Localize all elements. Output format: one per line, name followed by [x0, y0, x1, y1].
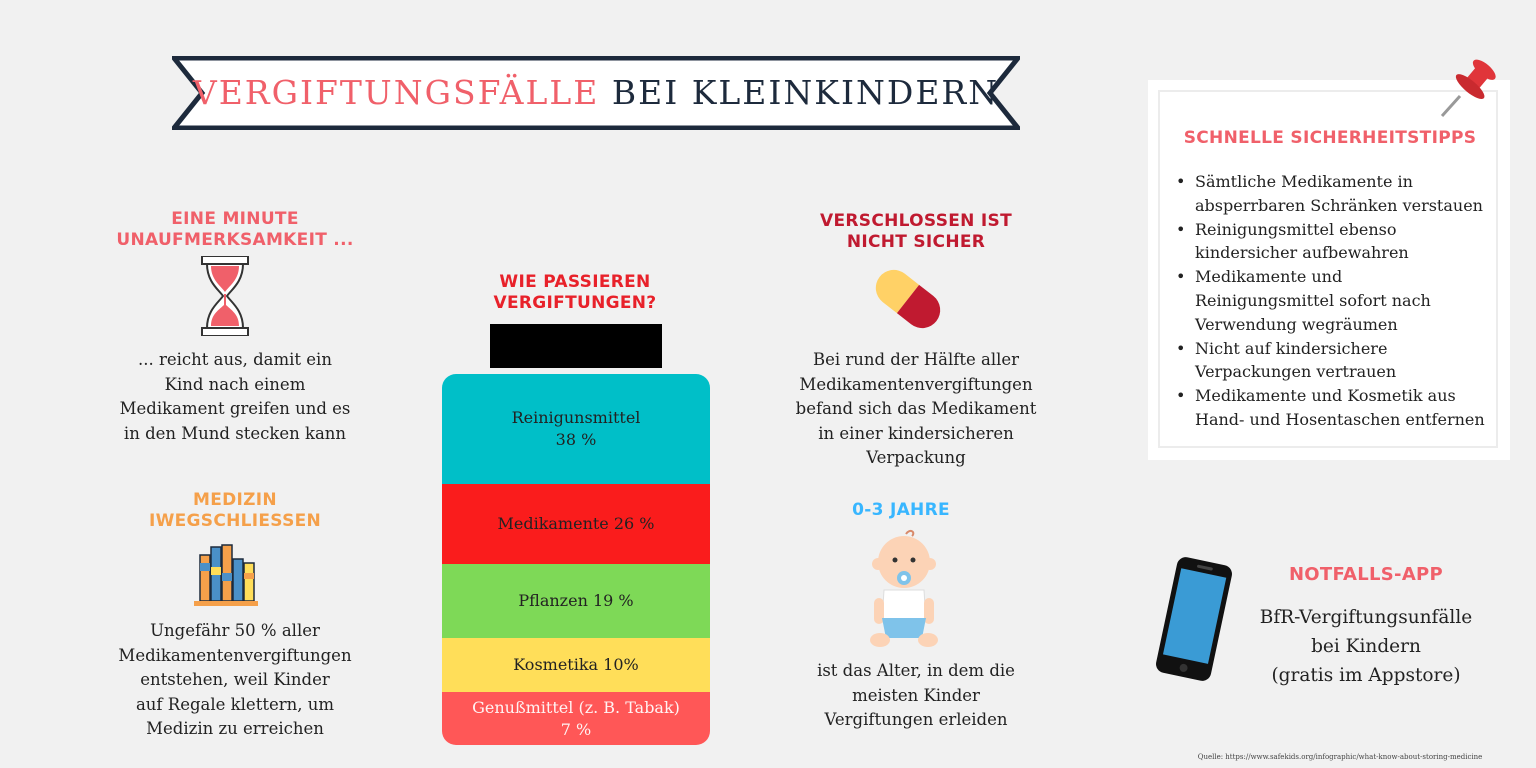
medizin-text-line: entstehen, weil Kinder	[140, 670, 330, 689]
tip-line: absperrbaren Schränken verstauen	[1195, 195, 1483, 215]
tip-line: Sämtliche Medikamente in	[1195, 172, 1413, 191]
tips-list-item	[1176, 384, 1506, 432]
segment-label: Reinigunsmittel	[511, 408, 641, 427]
pill-capsule-icon	[868, 262, 948, 336]
tips-heading: SCHNELLE SICHERHEITSTIPPS	[1183, 128, 1477, 148]
poisoning-bottle-chart	[442, 374, 710, 745]
age-text-line: ist das Alter, in dem die	[817, 661, 1015, 680]
bottle-segment-pflanzen	[442, 564, 710, 638]
verschlossen-text-line: Medikamentenvergiftungen	[799, 374, 1033, 394]
verschlossen-text-line: Bei rund der Hälfte aller	[812, 350, 1020, 369]
tips-list	[1176, 170, 1506, 432]
bullet-icon: •	[1176, 338, 1186, 358]
minute-text-line: in den Mund stecken kann	[123, 423, 347, 443]
tip-line: kindersicher aufbewahren	[1195, 243, 1409, 263]
minute-text-line: ... reicht aus, damit ein	[138, 350, 332, 369]
age-text-line: meisten Kinder	[852, 685, 980, 705]
app-text-line: bei Kindern	[1311, 636, 1421, 657]
tip-line: Reinigungsmittel ebenso	[1195, 219, 1397, 239]
bottle-heading	[455, 272, 695, 314]
bullet-icon: •	[1176, 219, 1186, 239]
verschlossen-text-line: in einer kindersicheren	[818, 423, 1014, 443]
title-part-1: VERGIFTUNGSFÄLLE	[192, 73, 600, 112]
minute-heading-line: UNAUFMERKSAMKEIT ...	[116, 230, 354, 250]
tips-list-item	[1176, 265, 1506, 336]
minute-text-line: Medikament greifen und es	[119, 399, 351, 418]
bottle-heading-line: WIE PASSIEREN	[499, 272, 651, 292]
segment-label: Medikamente 26 %	[497, 514, 655, 533]
app-text	[1226, 603, 1506, 690]
baby-icon	[866, 528, 942, 652]
pushpin-icon	[1432, 52, 1504, 124]
tips-list-item	[1176, 337, 1506, 385]
bullet-icon: •	[1176, 386, 1186, 406]
medizin-heading	[100, 490, 370, 532]
source-link[interactable]: Quelle: https://www.safekids.org/infographic/what-know-about-storing-medicine	[1197, 753, 1483, 761]
tip-line: Medikamente und Kosmetik aus	[1195, 386, 1456, 406]
bullet-icon: •	[1176, 267, 1186, 287]
bottle-heading-line: VERGIFTUNGEN?	[493, 293, 657, 313]
verschlossen-heading	[780, 211, 1052, 253]
tip-line: Reinigungsmittel sofort nach	[1195, 290, 1431, 310]
app-text-line: (gratis im Appstore)	[1271, 665, 1461, 686]
hourglass-icon	[201, 256, 249, 336]
page-title	[172, 70, 1020, 116]
verschlossen-heading-line: VERSCHLOSSEN IST	[820, 211, 1012, 231]
medizin-text-line: auf Regale klettern, um	[135, 694, 335, 714]
minute-text-line: Kind nach einem	[164, 374, 306, 394]
bottle-segment-genussmittel	[442, 692, 710, 745]
title-part-2: BEI KLEINKINDERN	[611, 73, 1000, 112]
verschlossen-text-line: Verpackung	[866, 448, 966, 467]
bullet-icon: •	[1176, 172, 1186, 191]
medizin-heading-line: IWEGSCHLIESSEN	[148, 511, 322, 531]
bookshelf-icon	[194, 543, 258, 607]
minute-heading-line: EINE MINUTE	[171, 209, 299, 229]
minute-heading	[90, 209, 380, 251]
tip-line: Nicht auf kindersichere	[1195, 338, 1388, 358]
tip-line: Verpackungen vertrauen	[1195, 362, 1397, 382]
minute-text	[80, 348, 390, 446]
app-heading: NOTFALLS-APP	[1288, 564, 1444, 585]
verschlossen-text	[770, 348, 1062, 471]
age-text	[790, 659, 1042, 733]
app-text-line: BfR-Vergiftungsunfälle	[1259, 607, 1473, 628]
segment-label: Genußmittel (z. B. Tabak)	[472, 697, 680, 717]
tip-line: Medikamente und	[1195, 267, 1343, 287]
tip-line: Verwendung wegräumen	[1195, 314, 1398, 334]
smartphone-icon	[1152, 556, 1236, 682]
medizin-text	[80, 619, 390, 742]
verschlossen-text-line: befand sich das Medikament	[795, 399, 1037, 418]
segment-label: Kosmetika 10%	[513, 655, 639, 674]
segment-label: 7 %	[560, 719, 592, 739]
tips-list-item	[1176, 218, 1506, 266]
bottle-cap	[490, 324, 662, 368]
verschlossen-heading-line: NICHT SICHER	[846, 232, 986, 252]
segment-label: Pflanzen 19 %	[518, 591, 634, 610]
tips-list-item	[1176, 170, 1506, 218]
age-text-line: Vergiftungen erleiden	[824, 710, 1008, 729]
age-heading: 0-3 JAHRE	[852, 500, 950, 520]
medizin-text-line: Ungefähr 50 % aller	[150, 621, 320, 640]
segment-label: 38 %	[555, 430, 597, 449]
bottle-segment-kosmetika	[442, 638, 710, 692]
medizin-text-line: Medikamentenvergiftungen	[118, 645, 352, 665]
bottle-segment-medikamente	[442, 484, 710, 564]
medizin-heading-line: MEDIZIN	[193, 490, 277, 510]
tip-line: Hand- und Hosentaschen entfernen	[1195, 409, 1485, 429]
medizin-text-line: Medizin zu erreichen	[146, 719, 324, 738]
bottle-segment-reinigungsmittel	[442, 374, 710, 484]
